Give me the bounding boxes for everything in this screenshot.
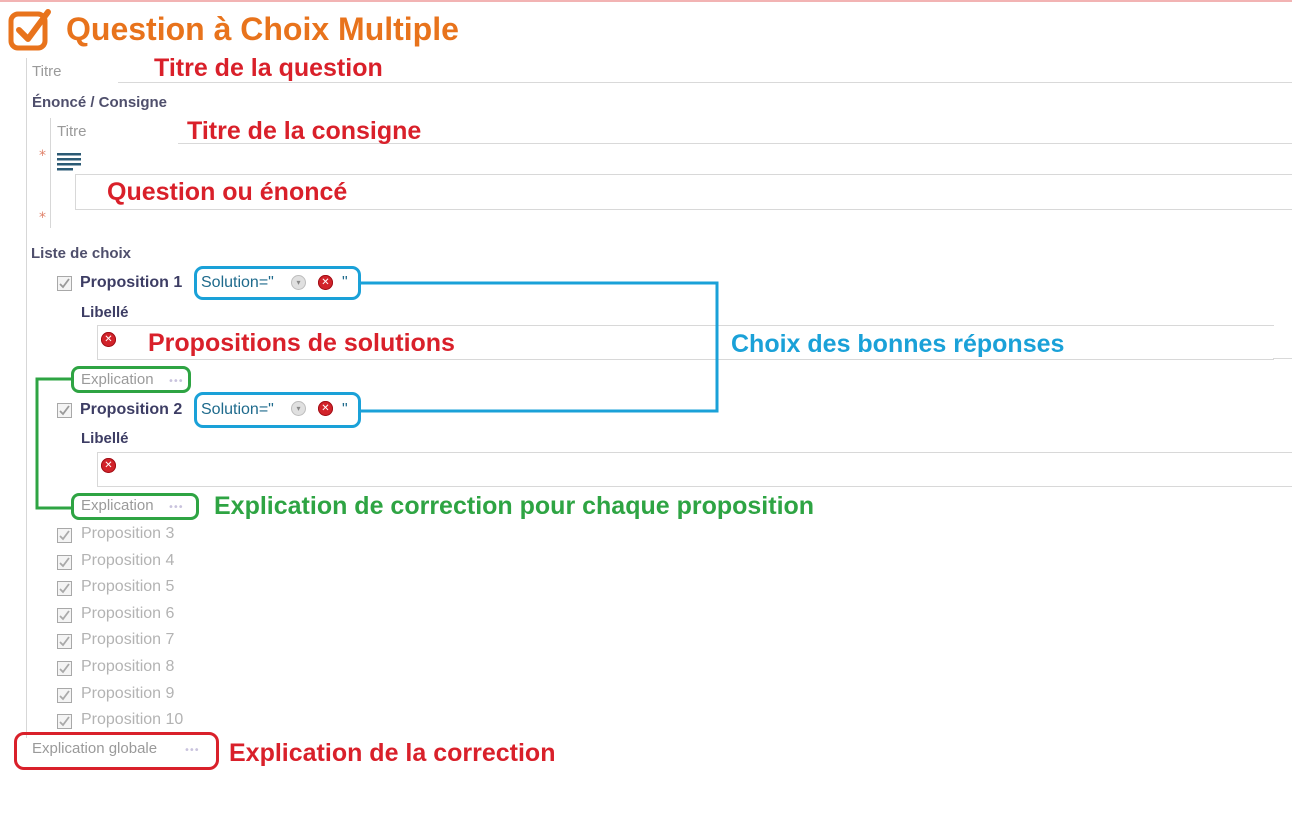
inactive-proposition-label: Proposition 3 xyxy=(81,525,175,542)
inactive-proposition-checkbox[interactable] xyxy=(57,608,72,623)
proposition-2-explication-input[interactable]: Explication xyxy=(81,497,154,514)
dropdown-icon[interactable]: ▾ xyxy=(291,275,306,290)
inactive-proposition-label: Proposition 8 xyxy=(81,658,175,675)
inactive-proposition-label: Proposition 5 xyxy=(81,578,175,596)
inactive-proposition-label: Proposition 7 xyxy=(81,631,175,649)
annotation-question-title: Titre de la question xyxy=(154,54,383,82)
ellipsis-icon[interactable]: ••• xyxy=(168,376,183,387)
annotation-propositions-solutions: Propositions de solutions xyxy=(148,329,455,357)
remove-icon[interactable]: ✕ xyxy=(318,401,333,416)
annotation-statement-text: Question ou énoncé xyxy=(107,178,348,206)
inactive-proposition-checkbox[interactable] xyxy=(57,714,72,729)
required-mark: * xyxy=(39,148,46,164)
choices-label: Liste de choix xyxy=(31,245,132,262)
proposition-2-label: Proposition 2 xyxy=(80,401,183,418)
annotation-bonnes-reponses: Choix des bonnes réponses xyxy=(731,330,1065,358)
ellipsis-icon[interactable]: ••• xyxy=(168,502,183,513)
ellipsis-icon[interactable]: ••• xyxy=(184,745,199,756)
proposition-1-label: Proposition 1 xyxy=(80,274,183,291)
annotation-explication-correction: Explication de la correction xyxy=(229,739,556,767)
inactive-proposition-checkbox[interactable] xyxy=(57,634,72,649)
inactive-proposition-label: Proposition 4 xyxy=(81,551,175,569)
inactive-proposition-checkbox[interactable] xyxy=(57,661,72,676)
annotation-explication-proposition: Explication de correction pour chaque proposition xyxy=(214,492,815,520)
statement-title-input[interactable]: Titre xyxy=(57,123,87,140)
solution-2-prefix: Solution=" xyxy=(201,401,274,418)
inactive-proposition-checkbox[interactable] xyxy=(57,555,72,570)
statement-label: Énoncé / Consigne xyxy=(32,94,168,111)
solution-1-prefix: Solution=" xyxy=(201,274,274,291)
inactive-proposition-checkbox[interactable] xyxy=(57,528,72,543)
dropdown-icon[interactable]: ▾ xyxy=(291,401,306,416)
inactive-proposition-label: Proposition 9 xyxy=(81,684,175,702)
global-explanation-input[interactable]: Explication globale xyxy=(32,740,158,757)
inactive-proposition-label: Proposition 6 xyxy=(81,604,175,622)
proposition-2-libelle-label: Libellé xyxy=(81,430,129,447)
proposition-1-libelle-label: Libellé xyxy=(81,304,129,321)
inactive-proposition-label: Proposition 10 xyxy=(81,711,184,729)
page-title: Question à Choix Multiple xyxy=(66,11,459,47)
solution-1-suffix: " xyxy=(342,274,348,291)
solution-2-suffix: " xyxy=(342,401,348,418)
inactive-proposition-checkbox[interactable] xyxy=(57,581,72,596)
remove-icon[interactable]: ✕ xyxy=(318,275,333,290)
clear-icon[interactable]: ✕ xyxy=(101,332,116,347)
inactive-proposition-checkbox[interactable] xyxy=(57,688,72,703)
question-title-input[interactable]: Titre xyxy=(32,63,62,80)
required-mark-2: * xyxy=(39,210,46,226)
annotation-statement-title: Titre de la consigne xyxy=(187,117,422,145)
clear-icon[interactable]: ✕ xyxy=(101,458,116,473)
proposition-1-explication-input[interactable]: Explication xyxy=(81,371,154,388)
